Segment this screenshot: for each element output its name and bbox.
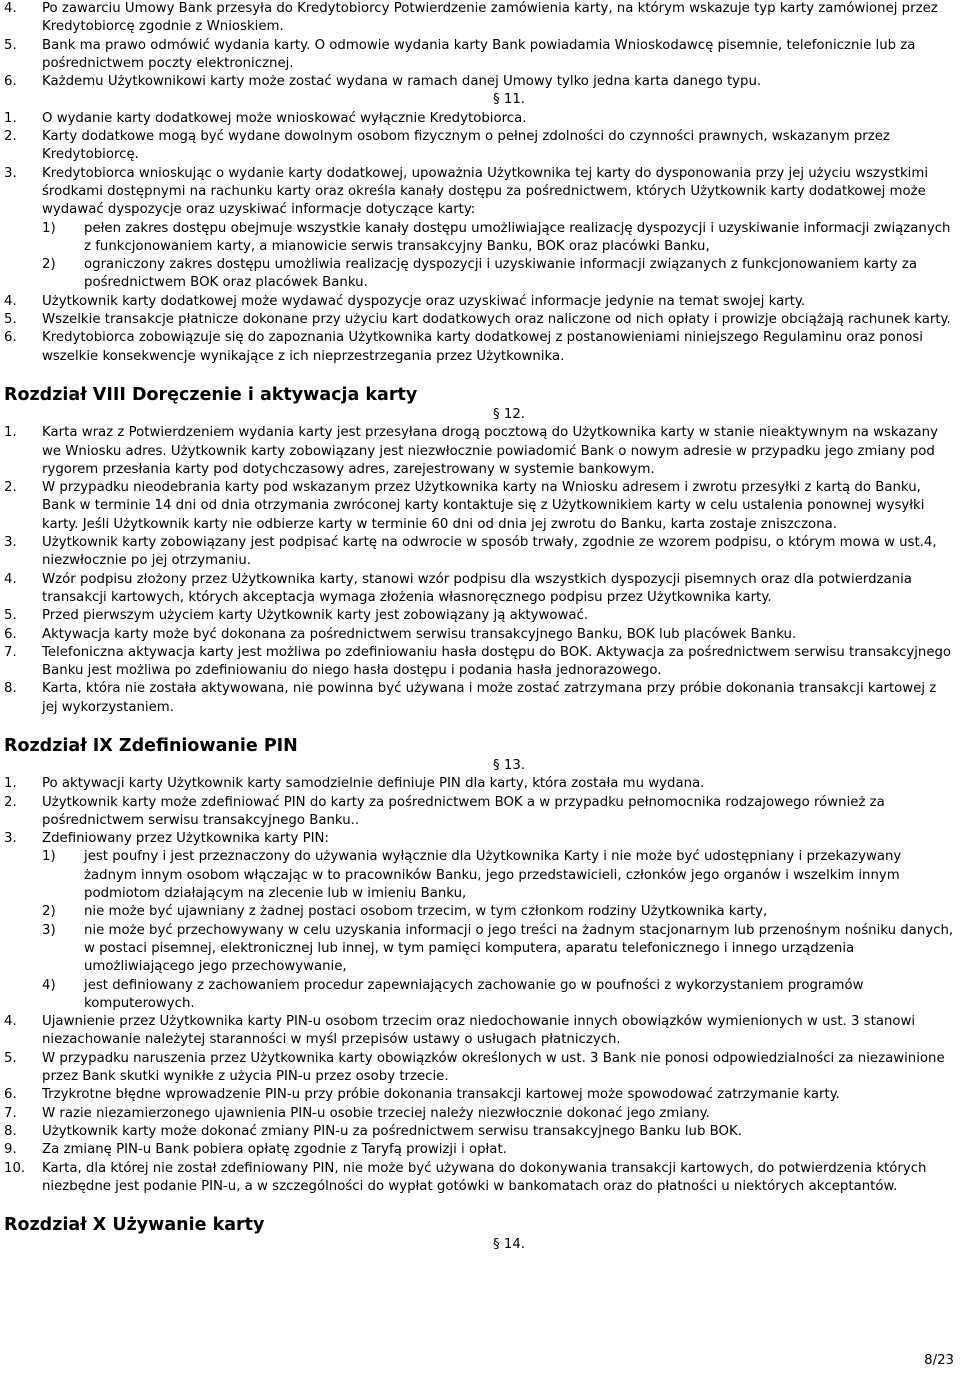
list-item: 5. W przypadku naruszenia przez Użytkownika karty obowiązków określonych w ust. 3 Bank nie ponosi odpowiedzialności za niezawinione przez Bank skutki wynikłe z użycia PIN-u przez osoby trzecie. [4, 1050, 945, 1085]
sub-list-item: 3) nie może być przechowywany w celu uzyskania informacji o jego treści na żadnym stacjonarnym lub przenośnym nośniku danych, w postaci pisemnej, elektronicznej lub innej, w tym pamięci komputera, aparatu telefonicznego i innego urządzenia umożliwiającego jego przechowywanie, [42, 922, 954, 975]
list-item: 4. Po zawarciu Umowy Bank przesyła do Kredytobiorcy Potwierdzenie zamówienia karty, na którym wskazuje typ karty zamówionej przez Kredytobiorcę zgodnie z Wnioskiem. [4, 1, 938, 35]
paragraph-number-14: § 14. [492, 1237, 526, 1253]
list-item: 3. Użytkownik karty zobowiązany jest podpisać kartę na odwrocie w sposób trwały, zgodnie ze wzorem podpisu, o którym mowa w ust.4, niezwłocznie po jej otrzymaniu. [4, 535, 937, 569]
list-item: 1. Po aktywacji karty Użytkownik karty samodzielnie definiuje PIN dla karty, która została mu wydana. [4, 776, 705, 792]
sub-list-item: 1) jest poufny i jest przeznaczony do używania wyłącznie dla Użytkownika Karty i nie może być udostępniany i przekazywany żadnym innym osobom włączając w to pracowników Banku, jego przedstawicieli, członków jego organów i wszelkim innym podmiotom działającym na zlecenie lub w imieniu Banku, [42, 849, 902, 902]
list-item: 2. Karty dodatkowe mogą być wydane dowolnym osobom fizycznym o pełnej zdolności do czynności prawnych, wskazanym przez Kredytobiorcę. [4, 129, 890, 163]
list-item: 2. W przypadku nieodebrania karty pod wskazanym przez Użytkownika karty na Wniosku adresem i zwrotu przesyłki z kartą do Banku, Bank w terminie 14 dni od dnia otrzymania zwróconej karty kontaktuje się z Użytkownikiem karty w celu ustalenia ponownej wysyłki karty. Jeśli Użytkownik karty nie odbierze karty w terminie 60 dni od dnia jej zwrotu do Banku, karta zostaje zniszczona. [4, 480, 925, 532]
list-item: 5. Wszelkie transakcje płatnicze dokonane przy użyciu kart dodatkowych oraz naliczone od nich opłaty i prowizje obciążają rachunek karty. [4, 312, 951, 328]
sub-list-item: 4) jest definiowany z zachowaniem procedur zapewniających zachowanie go w poufności z wykorzystaniem programów komputerowych. [42, 977, 864, 1011]
list-item: 4. Wzór podpisu złożony przez Użytkownika karty, stanowi wzór podpisu dla wszystkich dyspozycji pisemnych oraz dla potwierdzania transakcji kartowych, których akceptacja wymaga złożenia własnoręcznego podpisu przez Użytkownika karty. [4, 571, 912, 605]
sub-list-item: 2) ograniczony zakres dostępu umożliwia realizację dyspozycji i uzyskiwanie informacji związanych z funkcjonowaniem karty za pośrednictwem BOK oraz placówek Banku. [42, 257, 917, 291]
list-item: 6. Trzykrotne błędne wprowadzenie PIN-u przy próbie dokonania transakcji kartowej może spowodować zatrzymanie karty. [4, 1087, 840, 1103]
list-item: 3. Zdefiniowany przez Użytkownika karty PIN: [4, 831, 329, 847]
paragraph-number-13: § 13. [492, 757, 526, 773]
paragraph-11-list [4, 110, 954, 366]
list-item: 4. Użytkownik karty dodatkowej może wydawać dyspozycje oraz uzyskiwać informacje jedynie na temat swojej karty. [4, 293, 806, 309]
list-item: 9. Za zmianę PIN-u Bank pobiera opłatę zgodnie z Taryfą prowizji i opłat. [4, 1142, 507, 1158]
list-item: 5. Bank ma prawo odmówić wydania karty. O odmowie wydania karty Bank powiadamia Wnioskodawcę pisemnie, telefonicznie lub za pośrednictwem poczty elektronicznej. [4, 37, 916, 71]
sub-list-item: 2) nie może być ujawniany z żadnej postaci osobom trzecim, w tym członkom rodziny Użytkownika karty, [42, 904, 768, 920]
chapter-heading: Rozdział IX Zdefiniowanie PIN [4, 735, 298, 756]
list-item: 8. Karta, która nie została aktywowana, nie powinna być używana i może zostać zatrzymana przy próbie dokonania transakcji kartowej z jej wykorzystaniem. [4, 681, 937, 715]
list-item: 2. Użytkownik karty może zdefiniować PIN do karty za pośrednictwem BOK a w przypadku pełnomocnika rodzajowego również za pośrednictwem serwisu transakcyjnego Banku.. [4, 794, 885, 828]
chapter-heading: Rozdział X Używanie karty [4, 1215, 265, 1236]
list-item: 10. Karta, dla której nie został zdefiniowany PIN, nie może być używana do dokonywania transakcji kartowych, do potwierdzenia których niezbędne jest podanie PIN-u, a w szczególności do wypłat gotówki w bankomatach oraz do płatności u niektórych akceptantów. [4, 1160, 927, 1194]
sub-list-item: 1) pełen zakres dostępu obejmuje wszystkie kanały dostępu umożliwiające realizację dyspozycji i uzyskiwanie informacji związanych z funkcjonowaniem karty, a mianowicie serwis transakcyjny Banku, BOK oraz placówki Banku, [42, 220, 951, 254]
paragraph-13-list [4, 775, 954, 1196]
list-item: 7. W razie niezamierzonego ujawnienia PIN-u osobie trzeciej należy niezwłocznie dokonać jego zmiany. [4, 1105, 710, 1121]
list-item: 6. Aktywacja karty może być dokonana za pośrednictwem serwisu transakcyjnego Banku, BOK lub placówek Banku. [4, 626, 797, 642]
list-item: 4. Ujawnienie przez Użytkownika karty PIN-u osobom trzecim oraz niedochowanie innych obowiązków wymienionych w ust. 3 stanowi niezachowanie należytej staranności w myśl przepisów ustawy o usługach płatniczych. [4, 1014, 916, 1048]
paragraph-12-list [4, 424, 954, 717]
chapter-heading: Rozdział VIII Doręczenie i aktywacja karty [4, 384, 418, 405]
list-item: 1. Karta wraz z Potwierdzeniem wydania karty jest przesyłana drogą pocztową do Użytkownika karty w stanie nieaktywnym na wskazany we Wniosku adres. Użytkownik karty zobowiązany jest niezwłocznie powiadomić Bank o nowym adresie w przypadku jego zmiany pod rygorem przesłania karty pod dotychczasowy adres, zarejestrowany w systemie bankowym. [4, 425, 938, 477]
list-item: 6. Kredytobiorca zobowiązuje się do zapoznania Użytkownika karty dodatkowej z postanowieniami niniejszego Regulaminu oraz ponosi wszelkie konsekwencje wynikające z ich nieprzestrzegania przez Użytkownika. [4, 330, 923, 364]
list-item: 5. Przed pierwszym użyciem karty Użytkownik karty jest zobowiązany ją aktywować. [4, 608, 589, 624]
paragraph-number-12: § 12. [492, 406, 526, 422]
top-list [4, 0, 954, 91]
list-item: 3. Kredytobiorca wnioskując o wydanie karty dodatkowej, upoważnia Użytkownika tej karty do dysponowania przy jej użyciu wszystkimi środkami dostępnymi na rachunku karty oraz określa kanały dostępu za pośrednictwem, których Użytkownik karty dodatkowej może wydawać dyspozycje oraz uzyskiwać informacje dotyczące karty: [4, 165, 929, 218]
list-item: 6. Każdemu Użytkownikowi karty może zostać wydana w ramach danej Umowy tylko jedna karta danego typu. [4, 74, 762, 90]
page-number: 8/23 [924, 1352, 954, 1368]
list-item: 7. Telefoniczna aktywacja karty jest możliwa po zdefiniowaniu hasła dostępu do BOK. Aktywacja za pośrednictwem serwisu transakcyjnego Banku jest możliwa po zdefiniowaniu do niego hasła dostępu i podania hasła jednorazowego. [4, 644, 952, 679]
paragraph-number-11: § 11. [492, 92, 526, 108]
list-item: 8. Użytkownik karty może dokonać zmiany PIN-u za pośrednictwem serwisu transakcyjnego Banku lub BOK. [4, 1123, 742, 1139]
list-item: 1. O wydanie karty dodatkowej może wnioskować wyłącznie Kredytobiorca. [4, 110, 527, 126]
